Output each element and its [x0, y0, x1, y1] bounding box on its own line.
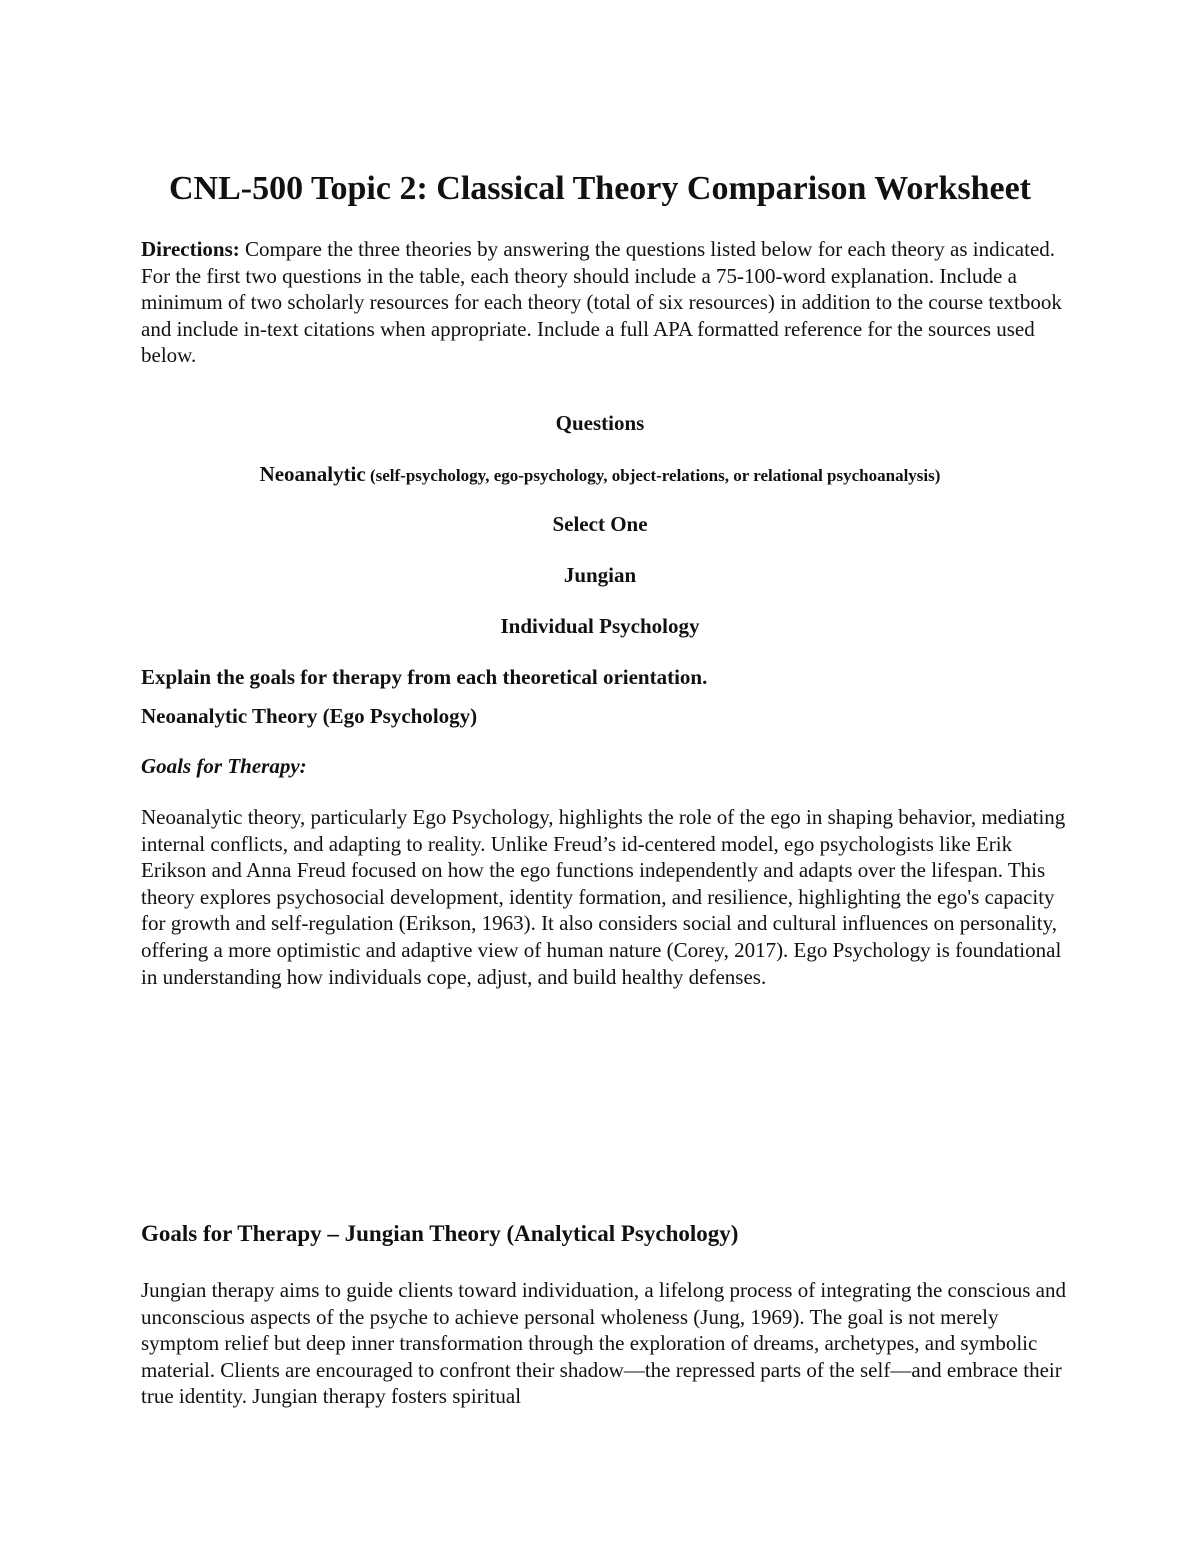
jungian-section-heading: Goals for Therapy – Jungian Theory (Analytical Psychology) [141, 1221, 739, 1246]
neoanalytic-section-heading: Neoanalytic Theory (Ego Psychology) [141, 704, 478, 728]
neoanalytic-goals-subheading: Goals for Therapy: [141, 754, 307, 778]
individual-psychology-header: Individual Psychology [500, 614, 700, 638]
neoanalytic-header [0, 460, 1200, 490]
question-goals-for-therapy: Explain the goals for therapy from each theoretical orientation. [141, 665, 708, 689]
directions-paragraph [141, 236, 1071, 369]
select-one-header: Select One [552, 512, 648, 536]
neoanalytic-label: Neoanalytic [259, 462, 366, 486]
questions-header: Questions [555, 411, 645, 435]
directions-label: Directions: [141, 237, 240, 261]
jungian-goals-paragraph: Jungian therapy aims to guide clients toward individuation, a lifelong process of integrating the conscious and unconscious aspects of the psyche to achieve personal wholeness (Jung, 1969). The goal is not merely symptom relief but deep inner transformation through the exploration of dreams, archetypes, and symbolic material. Clients are encouraged to confront their shadow—the repressed parts of the self—and embrace their true identity. Jungian therapy fosters spiritual [141, 1278, 1066, 1409]
jungian-header: Jungian [563, 563, 637, 587]
neoanalytic-subtypes: (self-psychology, ego-psychology, object-relations, or relational psychoanalysis) [365, 466, 941, 485]
page-title: CNL-500 Topic 2: Classical Theory Comparison Worksheet [168, 170, 1032, 207]
neoanalytic-goals-paragraph: Neoanalytic theory, particularly Ego Psychology, highlights the role of the ego in shaping behavior, mediating internal conflicts, and adapting to reality. Unlike Freud’s id-centered model, ego psychologists like Erik Erikson and Anna Freud focused on how the ego functions independently and adapts over the lifespan. This theory explores psychosocial development, identity formation, and resilience, highlighting the ego's capacity for growth and self-regulation (Erikson, 1963). It also considers social and cultural influences on personality, offering a more optimistic and adaptive view of human nature (Corey, 2017). Ego Psychology is foundational in understanding how individuals cope, adjust, and build healthy defenses. [141, 805, 1066, 989]
directions-text: Compare the three theories by answering the questions listed below for each theory as indicated. For the first two questions in the table, each theory should include a 75-100-word explanation. Include a minimum of two scholarly resources for each theory (total of six resources) in addition to the course textbook and include in-text citations when appropriate. Include a full APA formatted reference for the sources used below. [141, 237, 1062, 368]
